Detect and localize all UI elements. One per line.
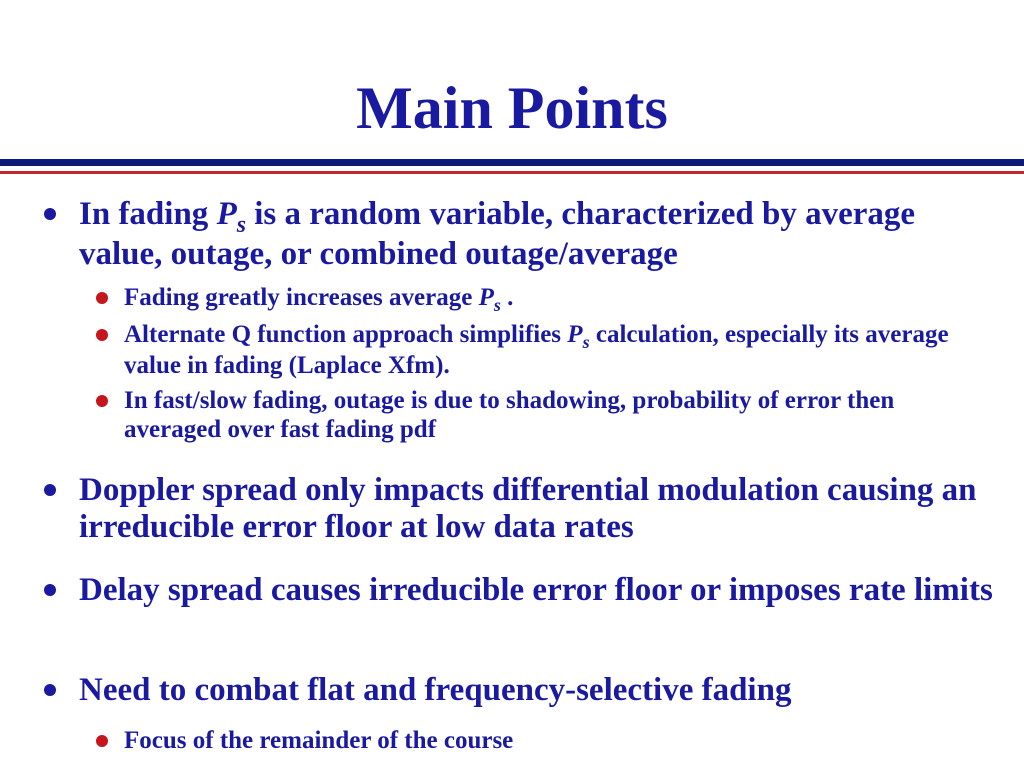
bullet-4-text: Need to combat flat and frequency-selective fading <box>79 672 792 708</box>
bullet-3-text: Delay spread causes irreducible error floor or imposes rate limits <box>79 572 993 608</box>
bullet-dot <box>44 208 56 220</box>
bullet-1-sub-1-text: Fading greatly increases average $P_s$ . <box>124 284 514 315</box>
bullet-2 <box>44 472 1004 546</box>
bullet-1 <box>44 196 1004 273</box>
title-divider-blue <box>0 159 1024 166</box>
bullet-1-sub-2 <box>96 320 996 380</box>
bullet-2-text: Doppler spread only impacts differential modulation causing an irreducible error floor at low data rates <box>79 472 977 545</box>
bullet-4 <box>44 672 1004 709</box>
title-divider-red <box>0 171 1024 174</box>
bullet-dot <box>44 484 56 496</box>
sub-bullet-dot <box>96 329 108 341</box>
bullet-3 <box>44 572 1004 609</box>
bullet-1-sub-1 <box>96 283 996 314</box>
sub-bullet-dot <box>96 735 108 747</box>
bullet-dot <box>44 684 56 696</box>
bullet-4-sub-1 <box>96 726 996 755</box>
bullet-dot <box>44 584 56 596</box>
bullet-1-sub-3 <box>96 386 996 444</box>
bullet-1-text: In fading $P_s$ is a random variable, characterized by average value, outage, or combined outage/average <box>79 196 916 272</box>
bullet-1-sub-3-text: In fast/slow fading, outage is due to shadowing, probability of error then averaged over fast fading pdf <box>124 387 895 443</box>
slide-title: Main Points <box>356 75 668 141</box>
sub-bullet-dot <box>96 292 108 304</box>
bullet-1-sub-2-text: Alternate Q function approach simplifies $P_s$ calculation, especially its average value in fading (Laplace Xfm). <box>124 321 949 379</box>
sub-bullet-dot <box>96 395 108 407</box>
bullet-4-sub-1-text: Focus of the remainder of the course <box>124 727 514 754</box>
